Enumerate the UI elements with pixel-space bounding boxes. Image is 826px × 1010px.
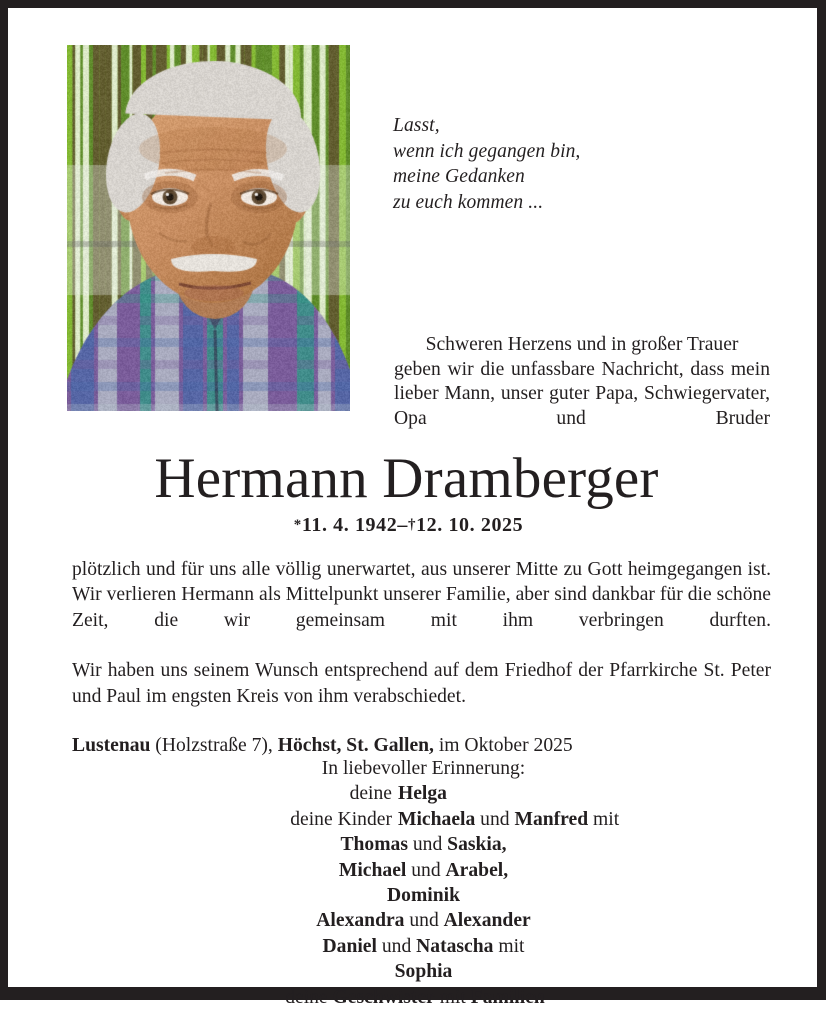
family-row-names: Helga	[398, 783, 447, 805]
verse-line-2: wenn ich gegangen bin,	[393, 140, 581, 162]
portrait-image	[67, 45, 350, 411]
family-row-names: Daniel und Natascha mit	[322, 935, 525, 957]
family-row-names: Geschwister mit Familien	[332, 986, 545, 1008]
family-row-names: Thomas und Saskia,	[340, 834, 507, 856]
family-row	[8, 959, 817, 984]
family-row-label: deine Kinder	[290, 808, 392, 830]
family-row	[8, 908, 817, 933]
intro-first-line: Schweren Herzens und in großer Trauer	[425, 334, 739, 355]
family-row	[8, 832, 817, 857]
family-row-names: Dominik	[387, 885, 460, 907]
paragraph-one: plötzlich und für uns alle völlig unerwartet, aus unserer Mitte zu Gott heimgegangen ist. Wir verlieren Hermann als Mittelpunkt unserer Familie, aber sind dankbar für die schöne Zeit, die wir gemeinsam mit ihm verbringen durften.	[72, 559, 771, 631]
family-row-label: deine	[349, 783, 392, 805]
family-row-names: Sophia	[394, 961, 453, 983]
announcement-intro	[394, 333, 770, 431]
family-row	[8, 807, 817, 832]
family-rows	[8, 781, 817, 1010]
portrait-photo	[67, 45, 350, 411]
body-text	[72, 557, 771, 758]
location-address: (Holzstraße 7),	[150, 735, 278, 757]
family-row	[8, 934, 817, 959]
location-place-secondary: Höchst, St. Gallen,	[277, 735, 434, 757]
verse-line-4: zu euch kommen ...	[393, 191, 544, 213]
family-row-names: Michael und Arabel,	[338, 859, 509, 881]
family-row-label: deine	[285, 986, 333, 1008]
top-area	[8, 8, 817, 428]
memorial-verse	[393, 113, 723, 215]
birth-star-icon: *	[293, 517, 302, 533]
life-dates	[8, 513, 817, 537]
family-row	[8, 781, 817, 806]
family-signature	[8, 756, 817, 1010]
notice-inner	[8, 8, 817, 1008]
family-row-names: Michaela und Manfred mit	[398, 808, 620, 830]
verse-line-3: meine Gedanken	[393, 166, 525, 187]
paragraph-two: Wir haben uns seinem Wunsch entsprechend auf dem Friedhof der Pfarrkirche St. Peter und Paul im engsten Kreis von ihm verabschiedet.	[72, 660, 771, 707]
family-row	[8, 858, 817, 883]
date-separator: –	[397, 514, 408, 536]
family-row	[8, 883, 817, 908]
family-row-names: Alexandra und Alexander	[316, 910, 531, 932]
family-row	[8, 985, 817, 1010]
location-place-primary: Lustenau	[72, 735, 151, 757]
intro-body: geben wir die unfassbare Nachricht, dass mein lieber Mann, unser guter Papa, Schwiegervater, Opa und Bruder	[394, 358, 770, 429]
death-cross-icon: †	[407, 517, 417, 533]
deceased-name: Hermann Dramberger	[154, 447, 659, 510]
verse-line-1: Lasst,	[393, 115, 440, 136]
birth-date: 11. 4. 1942	[301, 514, 398, 536]
family-heading: In liebevoller Erinnerung:	[321, 758, 526, 779]
death-date: 12. 10. 2025	[416, 514, 524, 536]
location-line	[72, 733, 771, 758]
location-date: im Oktober 2025	[433, 735, 573, 757]
